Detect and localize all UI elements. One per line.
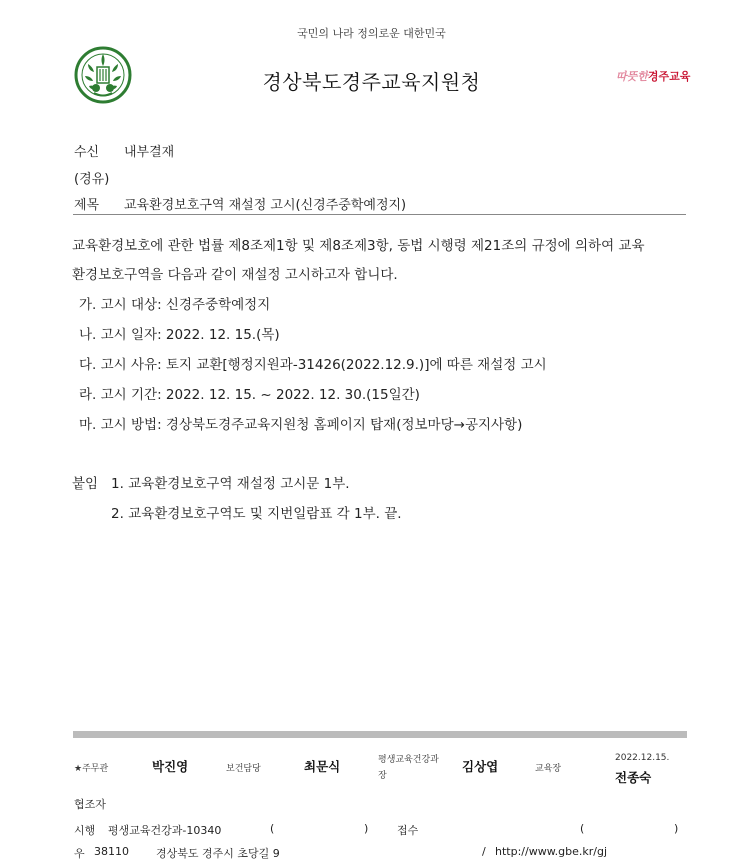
signer-name-3: 김상엽 (462, 759, 499, 774)
signature-top-bar (73, 731, 687, 738)
signer-name-4: 전종숙 (615, 770, 652, 785)
signer-role-4: 교육장 (535, 764, 562, 774)
logo-part2: 경주교육 (647, 70, 691, 83)
subject-divider (73, 214, 686, 215)
attachment-label: 붙임 (72, 476, 99, 492)
attachment-1: 1. 교육환경보호구역 재설정 고시문 1부. (111, 476, 350, 492)
logo-part1: 따뜻한 (616, 70, 648, 83)
agency-title: 경상북도경주교육지원청 (262, 70, 481, 94)
intro-line-1: 교육환경보호에 관한 법률 제8조제1항 및 제8조제3항, 동법 시행령 제21조의 규정에 의하여 교육 (72, 238, 645, 254)
receipt-paren-close: ) (674, 822, 679, 835)
recipient-label: 수신 (74, 145, 100, 160)
item-ga: 가. 고시 대상: 신경주중학예정지 (79, 297, 271, 313)
cooperator-label: 협조자 (74, 798, 106, 811)
attachment-2: 2. 교육환경보호구역도 및 지번일람표 각 1부. 끝. (111, 506, 402, 522)
address: 경상북도 경주시 초당길 9 (156, 847, 280, 860)
slogan: 국민의 나라 정의로운 대한민국 (297, 27, 446, 40)
via-label: (경유) (74, 172, 110, 187)
signer-role-3-line1: 평생교육건강과 (378, 755, 439, 765)
url-separator: / (482, 845, 486, 858)
gyeongju-education-logo (616, 68, 690, 84)
post-label: 우 (74, 847, 85, 860)
subject-value: 교육환경보호구역 재설정 고시(신경주중학예정지) (124, 198, 407, 213)
receipt-paren-open: ( (580, 822, 585, 835)
signer-date-4: 2022.12.15. (615, 753, 670, 763)
receipt-label: 접수 (397, 824, 419, 837)
enforce-label: 시행 (74, 824, 96, 837)
enforce-value: 평생교육건강과-10340 (108, 824, 222, 837)
signer-role-1: ★주무관 (74, 764, 109, 774)
enforce-paren-open: ( (270, 822, 275, 835)
enforce-paren-close: ) (364, 822, 369, 835)
signer-role-3-line2: 장 (378, 771, 387, 781)
subject-label: 제목 (74, 198, 100, 213)
item-na: 나. 고시 일자: 2022. 12. 15.(목) (79, 327, 280, 343)
website-link[interactable]: http://www.gbe.kr/gj (495, 845, 608, 858)
signer-name-2: 최문식 (304, 759, 341, 774)
signer-role-2: 보건담당 (226, 764, 261, 774)
intro-line-2: 환경보호구역을 다음과 같이 재설정 고시하고자 합니다. (72, 267, 398, 283)
recipient-value: 내부결재 (124, 145, 175, 160)
item-da: 다. 고시 사유: 토지 교환[행정지원과-31426(2022.12.9.)]에 따른 재설정 고시 (79, 357, 547, 373)
item-ra: 라. 고시 기간: 2022. 12. 15. ~ 2022. 12. 30.(15일간) (79, 387, 420, 403)
item-ma: 마. 고시 방법: 경상북도경주교육지원청 홈페이지 탑재(정보마당→공지사항) (79, 417, 523, 433)
post-code: 38110 (94, 845, 129, 858)
signer-name-1: 박진영 (152, 759, 189, 774)
